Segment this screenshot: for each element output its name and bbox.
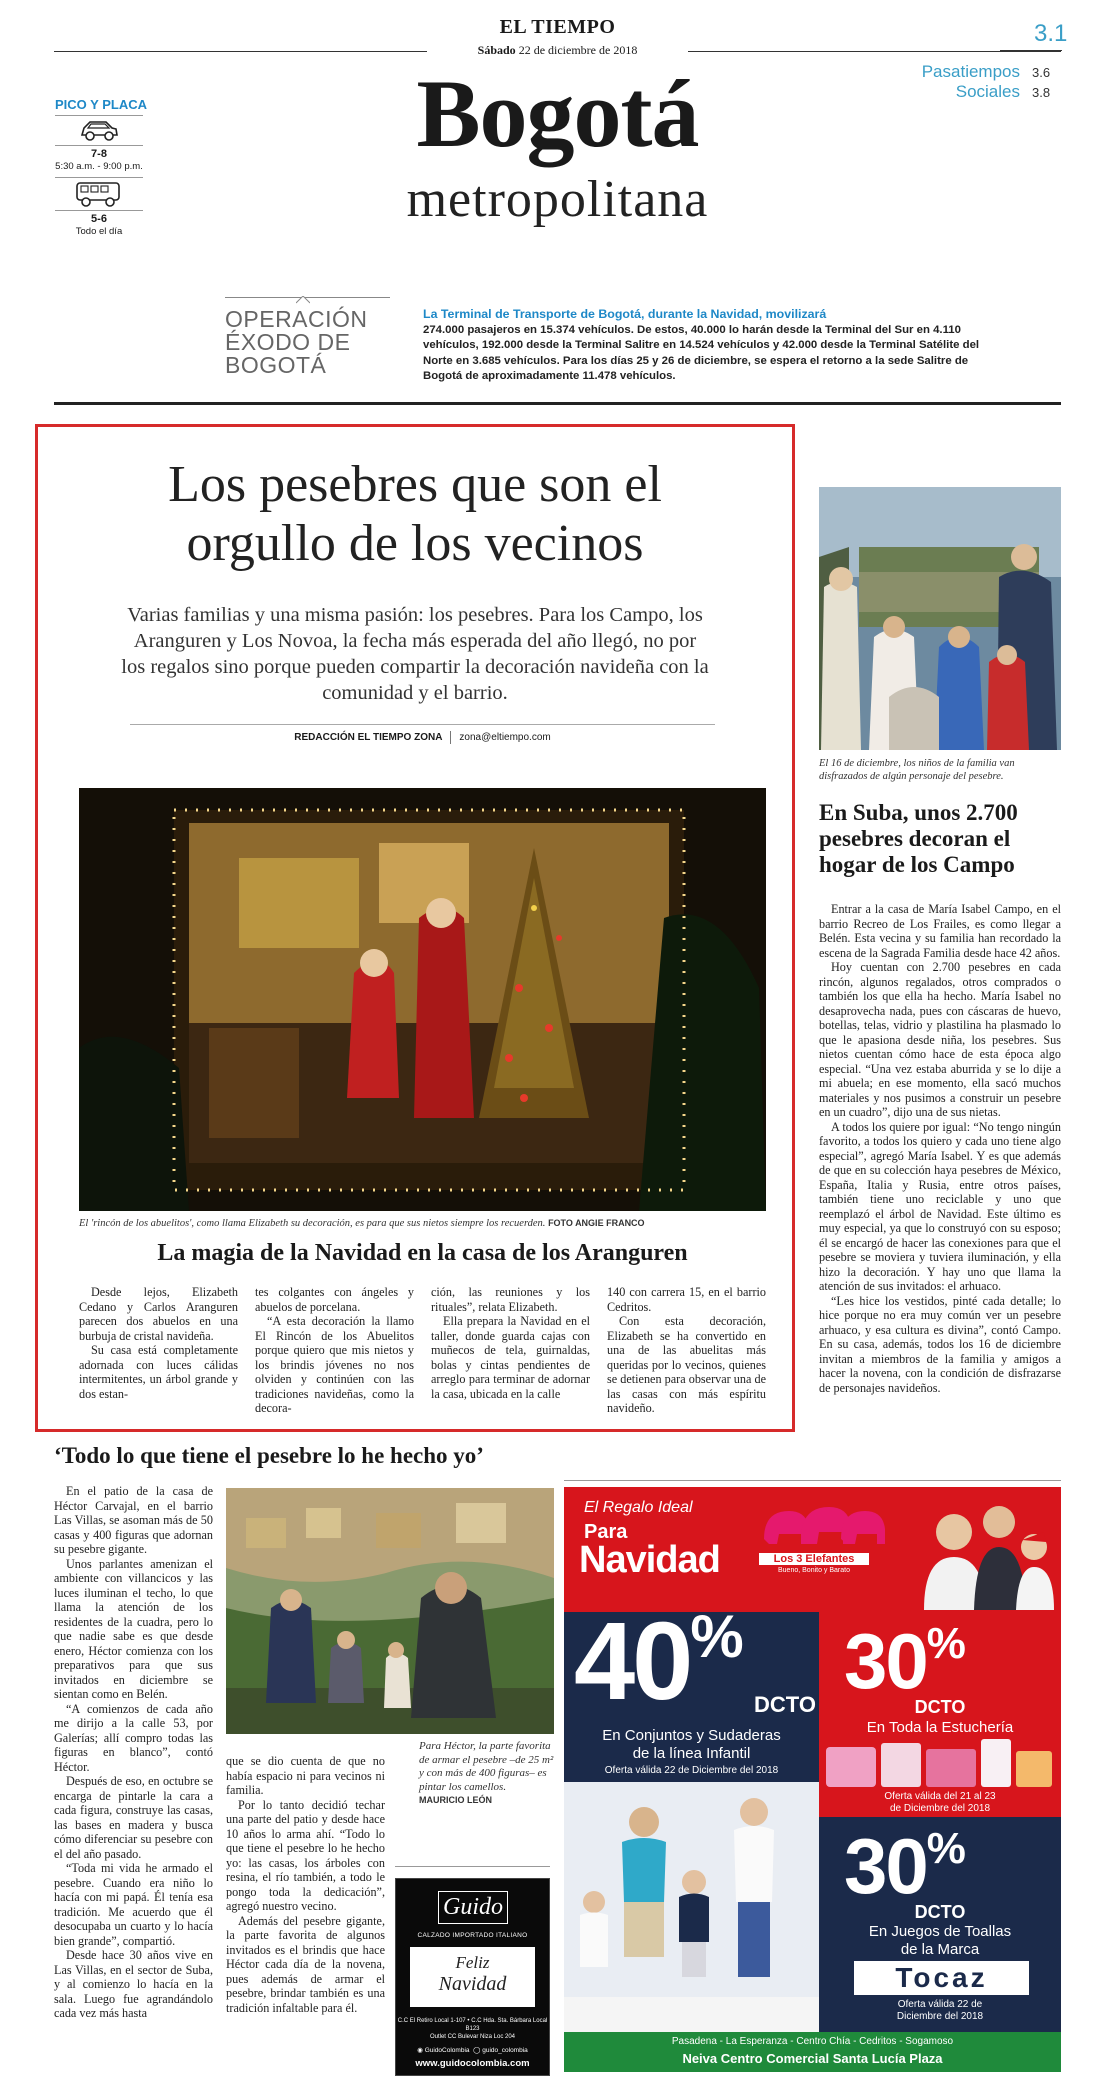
- operacion-body: 274.000 pasajeros en 15.374 vehículos. De estos, 40.000 lo harán desde la Terminal del Sur en 4.110 vehículos, 192.000 desde la Terminal Salitre en 14.524 vehículos y 42.000 desde la Terminal Satélite del Norte en 3.685 vehículos. Para los días 25 y 26 de diciembre, se espera el retorno a la sede Salitre de Bogotá de aproximadamente 11.478 vehículos.: [423, 323, 980, 382]
- byline-email[interactable]: zona@eltiempo.com: [459, 732, 551, 744]
- offer-validity: Oferta válida del 21 al 23: [884, 1791, 996, 1802]
- operacion-title-line: ÉXODO DE: [225, 329, 351, 355]
- main-photo-caption: [79, 1218, 766, 1229]
- percent-icon: %: [690, 1603, 741, 1670]
- guido-advertisement[interactable]: [395, 1878, 550, 2076]
- percent-icon: %: [926, 1824, 964, 1873]
- hector-nativity-photo: [226, 1488, 554, 1734]
- byline: [130, 731, 715, 744]
- section-link-label: Sociales: [955, 82, 1020, 101]
- section-link-page: 3.6: [1032, 65, 1051, 80]
- ad-top-rule: [395, 1866, 550, 1867]
- bus-restricted-digits: 5-6: [91, 213, 107, 225]
- offer-description: de la línea Infantil: [632, 1745, 751, 1762]
- story-paragraph: Su casa está completamente adornada con luces cálidas intermitentes, un árbol grande y dos estan-: [79, 1343, 238, 1401]
- store-locations: Pasadena - La Esperanza - Centro Chía - Cedritos - Sogamoso: [671, 2036, 954, 2047]
- family-photo: [894, 1492, 1059, 1615]
- page-number: 3.1: [1034, 20, 1068, 47]
- guido-tagline: CALZADO IMPORTADO ITALIANO: [417, 1932, 528, 1939]
- story-column: [607, 1285, 766, 1416]
- offer-validity: de Diciembre del 2018: [889, 1803, 991, 1814]
- offer-description: En Conjuntos y Sudaderas: [602, 1727, 781, 1744]
- story-column: [54, 1484, 213, 2021]
- story-paragraph: “Les hice los vestidos, pinté cada detalle; lo hice porque no era muy común ver un pesebre arhuaco, y esa cultura es divina”, contó Campo. En su casa, además, todos los 16 de diciembre invitan a miembros de la familia y amigos a hacer la novena, con la condición de disfrazarse de personajes navideños.: [819, 1293, 1061, 1395]
- story-paragraph: Ella prepara la Navidad en el taller, donde guarda cajas con muñecos de tela, guirnaldas, bolas y cintas pendientes de arreglo para terminar de adornar la casa, ubicada en la calle: [431, 1314, 590, 1401]
- store-tagline: Bueno, Bonito y Barato: [778, 1567, 850, 1574]
- instagram-icon: ◯: [473, 2047, 481, 2054]
- store-name: Los 3 Elefantes: [759, 1553, 869, 1565]
- photo-credit: FOTO ANGIE FRANCO: [548, 1218, 645, 1228]
- caption-text: El 'rincón de los abuelitos', como llama Elizabeth su decoración, es para que sus nietos siempre los recuerden.: [79, 1218, 546, 1229]
- operacion-title: [225, 308, 368, 377]
- guido-address: Outlet CC Bulevar Niza Loc 204: [429, 2034, 516, 2040]
- story-paragraph: Hoy cuentan con 2.700 pesebres en cada rincón, algunos regalados, otros comprados o también los que ella ha hecho. María Isabel no desaprovecha nada, pues con cáscaras de huevo, botellas, telas, vidrio y plastilina ha plasmado lo que le apasiona desde niña, los pesebres. Sus nietos cuentan cómo hace de esta época algo especial. “Una vez estaba aburrida y se lo dije a mi abuela; en ese momento, ella sacó muchos materiales y nos pusimos a construir un pesebre en un cuadro”, dijo una de sus nietas.: [819, 960, 1061, 1119]
- main-story-body: [79, 1285, 766, 1415]
- photo-credit: MAURICIO LEÓN: [419, 1795, 492, 1805]
- greeting-line: Navidad: [438, 1973, 507, 1995]
- operacion-brief: [423, 307, 988, 385]
- header-divider: [54, 402, 1061, 405]
- pico-placa-rule: [55, 177, 143, 178]
- guido-address: C.C El Retiro Local 1-107 • C.C Hda. Sta. Bárbara Local B123: [397, 2018, 548, 2032]
- byline-separator: [450, 731, 451, 744]
- main-deck: Varias familias y una misma pasión: los pesebres. Para los Campo, los Aranguren y Los Novoa, la fecha más esperada del año llegó, no por los regalos sino porque pueden compartir la decoración navideña con la comunidad y el barrio.: [121, 604, 709, 704]
- bottom-photo-caption: [419, 1740, 554, 1808]
- date-full: 22 de diciembre de 2018: [518, 43, 638, 57]
- section-subtitle: metropolitana: [406, 171, 709, 228]
- story-paragraph: “A esta decoración la llamo El Rincón de los Abuelitos porque quiero que mis nietos y los brindis jóvenes no nos olviden y continúen con las tradiciones navideñas, como la decora-: [255, 1314, 414, 1415]
- aranguren-house-photo: [79, 788, 766, 1211]
- guido-social-handle: GuidoColombia: [424, 2047, 470, 2054]
- story-paragraph: “Toda mi vida he armado el pesebre. Cuando era niño lo hacía con mi papá. Él tenía esa tradición. Me acuerdo que él desocupaba un cuarto y lo hacía bien grande”, compartió.: [54, 1861, 213, 1948]
- ad-top-rule: [564, 1480, 1061, 1481]
- guido-social-handle: guido_colombia: [482, 2047, 528, 2054]
- story-paragraph: Desde hace 30 años vive en Las Villas, en el sector de Suba, y al comienzo lo hacía en la sala. Luego fue agrandándolo cada vez más hasta: [54, 1948, 213, 2020]
- greeting-line: Feliz: [455, 1953, 490, 1972]
- offer-label: DCTO: [754, 1692, 816, 1717]
- page-number-rule: [1000, 50, 1062, 51]
- story-paragraph: 140 con carrera 15, en el barrio Cedritos.: [607, 1285, 766, 1314]
- offer-description: En Juegos de Toallas: [868, 1923, 1012, 1940]
- elephant-logo-icon: [759, 1499, 889, 1559]
- story-paragraph: Después de eso, en octubre se encarga de pintarle la cara a cada figura, construye las casas, las bases en madera y busca cómo diferenciar su pesebre con el del año pasado.: [54, 1774, 213, 1861]
- operacion-title-line: OPERACIÓN: [225, 306, 368, 332]
- offer-label: DCTO: [914, 1697, 966, 1717]
- offer-value: 40: [574, 1600, 691, 1723]
- tocaz-logo: Tocaz: [854, 1961, 1029, 1995]
- kids-photo: [564, 1782, 819, 2002]
- story-paragraph: Además del pesebre gigante, la parte favorita de algunos invitados es el brindis que hace Héctor cada día de la novena, pues además de armar el pesebre, brindar también es una tradición infaltable para él.: [226, 1913, 385, 2015]
- guido-url: www.guidocolombia.com: [415, 2058, 530, 2069]
- story-paragraph: que se dio cuenta de que no había espacio ni para vecinos ni familia.: [226, 1754, 385, 1797]
- ad-line: Para: [584, 1521, 628, 1543]
- caption-text: Para Héctor, la parte favorita de armar el pesebre –de 25 m² y con más de 400 figuras– es pintar los camellos.: [419, 1740, 554, 1793]
- los-3-elefantes-advertisement[interactable]: [564, 1487, 1061, 2072]
- operacion-lead: La Terminal de Transporte de Bogotá, durante la Navidad, movilizará: [423, 307, 827, 321]
- bus-icon: [74, 180, 124, 213]
- offer-description: de la Marca: [900, 1941, 980, 1958]
- side-headline: En Suba, unos 2.700 pesebres decoran el hogar de los Campo: [819, 800, 1018, 877]
- story-paragraph: Por lo tanto decidió techar una parte del patio y desde hace 10 años lo arma ahí. “Todo lo que tiene el pesebre lo he hecho yo: las casas, los árboles con resina, el río también, a todo le pongo toda la dedicación”, agregó nuestro vecino.: [226, 1797, 385, 1913]
- story-paragraph: A todos los quiere por igual: “No tengo ningún favorito, a todos los quiero y cada uno tiene algo especial”, agregó María Isabel. Y es que además de que en su colección haya pesebres de México, España, Italia y Rusia, entre otros países, también tiene uno reciclable y uno que reemplazó el árbol de Navidad. Este último es muy especial, ya que lo construyó con su esposo; él se encargó de hacer las conexiones para que el pesebre se moviera y tuviera iluminación, y ella hizo la decoración. Y hay uno que llama la atención de sus invitados: el arhuaco.: [819, 1119, 1061, 1293]
- guido-social: [396, 2046, 549, 2054]
- newspaper-name: EL TIEMPO: [499, 16, 616, 38]
- pico-placa-rule: [55, 145, 143, 146]
- main-headline: [60, 455, 770, 573]
- offer-description: En Toda la Estuchería: [866, 1719, 1014, 1736]
- facebook-icon: ◉: [417, 2047, 423, 2054]
- date-weekday: Sábado: [477, 43, 516, 57]
- story-paragraph: tes colgantes con ángeles y abuelos de porcelana.: [255, 1285, 414, 1314]
- side-photo-caption: El 16 de diciembre, los niños de la familia van disfrazados de algún personaje del pesebre.: [819, 758, 1015, 782]
- story-paragraph: “A comienzos de cada año me dirijo a la calle 53, por Galerías; allí compro todas las figuras en blanco”, contó Héctor.: [54, 1701, 213, 1774]
- offer-validity: Oferta válida 22 de: [897, 1999, 983, 2010]
- main-subheadline: La magia de la Navidad en la casa de los Aranguren: [157, 1240, 688, 1266]
- section-title: Bogotá: [416, 60, 699, 167]
- story-paragraph: Unos parlantes amenizan el ambiente con villancicos y las luces iluminan el techo, lo que llama la atención de los residentes de la cuadra, pero lo que nadie sabe es que desde enero, Héctor comienza con los preparativos para que sus invitados en diciembre se sientan como en Belén.: [54, 1556, 213, 1701]
- bottom-headline: ‘Todo lo que tiene el pesebre lo he hecho yo’: [54, 1443, 484, 1468]
- story-column: [79, 1285, 238, 1401]
- operacion-title-line: BOGOTÁ: [225, 352, 327, 378]
- story-paragraph: Con esta decoración, Elizabeth se ha convertido en una de las abuelitas más queridas por lo vecinos, quienes se detienen para observar una de las casas con más espíritu navideño.: [607, 1314, 766, 1415]
- offer-percent: [844, 1822, 964, 1910]
- byline-author: REDACCIÓN EL TIEMPO ZONA: [294, 732, 443, 744]
- story-column: [226, 1754, 385, 2015]
- pico-placa-rule: [55, 210, 143, 211]
- story-paragraph: Entrar a la casa de María Isabel Campo, en el barrio Recreo de Los Frailes, es como llegar a Belén. Esta vecina y su familia han recordado la escena de la Sagrada Familia desde hace 42 años.: [819, 902, 1061, 960]
- gift-sets-photo: [826, 1739, 1054, 1792]
- offer-validity: Diciembre del 2018: [896, 2011, 984, 2022]
- offer-value: 30: [844, 1822, 927, 1910]
- story-column: [431, 1285, 590, 1401]
- story-paragraph: En el patio de la casa de Héctor Carvajal, en el barrio Las Villas, se asoman más de 50 casas y 400 figuras que adornan su pesebre gigante.: [54, 1484, 213, 1556]
- byline-rule: [130, 724, 715, 725]
- story-column: [255, 1285, 414, 1416]
- ad-line: El Regalo Ideal: [584, 1499, 693, 1516]
- bus-restriction-hours: Todo el día: [75, 226, 123, 237]
- section-link-label: Pasatiempos: [921, 62, 1020, 81]
- pico-placa-rule: [55, 115, 143, 116]
- main-headline-line: orgullo de los vecinos: [186, 515, 644, 572]
- story-paragraph: ción, las reuniones y los rituales”, relata Elizabeth.: [431, 1285, 590, 1314]
- section-link-page: 3.8: [1032, 85, 1051, 100]
- offer-percent: [844, 1617, 964, 1705]
- percent-icon: %: [926, 1619, 964, 1668]
- guido-logo: Guido: [438, 1891, 508, 1924]
- offer-label: DCTO: [914, 1902, 966, 1922]
- campo-family-photo: [819, 487, 1061, 750]
- car-restriction-hours: 5:30 a.m. - 9:00 p.m.: [55, 161, 143, 172]
- store-locations: Neiva Centro Comercial Santa Lucía Plaza: [682, 2051, 943, 2066]
- main-headline-line: Los pesebres que son el: [168, 456, 662, 513]
- offer-value: 30: [844, 1617, 927, 1705]
- side-story-body: [819, 902, 1061, 1395]
- greeting-card: [410, 1947, 535, 2007]
- car-restricted-digits: 7-8: [91, 148, 107, 160]
- ad-navidad-word: Navidad: [579, 1539, 720, 1581]
- offer-percent: [574, 1600, 741, 1723]
- edition-date: [0, 43, 1115, 58]
- pico-placa-title: PICO Y PLACA: [55, 97, 147, 112]
- offer-validity: Oferta válida 22 de Diciembre del 2018: [604, 1765, 779, 1776]
- story-paragraph: Desde lejos, Elizabeth Cedano y Carlos Aranguren parecen dos abuelos en una burbuja de cristal navideña.: [79, 1285, 238, 1343]
